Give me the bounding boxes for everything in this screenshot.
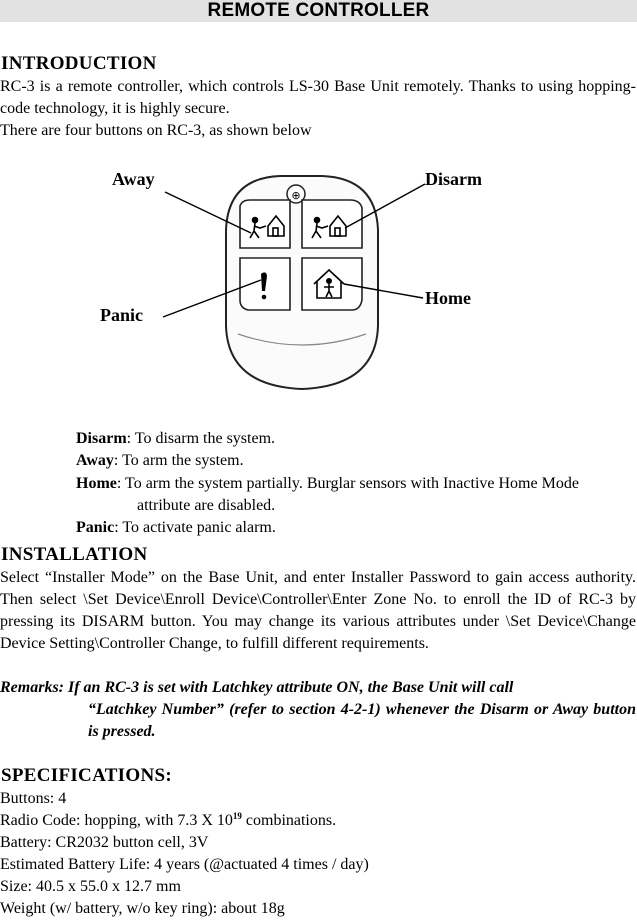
specifications-heading: SPECIFICATIONS: (1, 765, 172, 786)
specifications-list (0, 788, 369, 920)
definition-disarm: Disarm: To disarm the system. (76, 430, 276, 447)
remote-controller-figure (0, 160, 637, 405)
spec-buttons: Buttons: 4 (0, 790, 67, 807)
introduction-paragraph: RC-3 is a remote controller, which controls LS-30 Base Unit remotely. Thanks to using hopping-code technology, it is highly secure. (0, 78, 636, 117)
spec-battery: Battery: CR2032 button cell, 3V (0, 834, 209, 851)
page-title: REMOTE CONTROLLER (0, 0, 637, 22)
home-button (302, 258, 362, 310)
introduction-buttons-note: There are four buttons on RC-3, as shown below (0, 122, 312, 139)
svg-text:⊕: ⊕ (291, 189, 301, 202)
definition-panic: Panic: To activate panic alarm. (76, 519, 276, 537)
disarm-label: Disarm (425, 169, 482, 189)
home-label: Home (425, 288, 471, 308)
installation-heading: INSTALLATION (1, 544, 148, 565)
away-label: Away (112, 169, 155, 189)
installation-remarks (0, 677, 636, 743)
introduction-heading: INTRODUCTION (1, 53, 157, 74)
installation-paragraph: Select “Installer Mode” on the Base Unit, and enter Installer Password to gain access authority. Then select \Set Device\Enroll Device\Controller\Enter Zone No. to enroll the ID of RC-3 by pressing its DISARM button. You may change its various attributes under \Set Device\Change Device Setting\Controller Change, to fulfill different requirements. (0, 569, 636, 652)
spec-radio-code: Radio Code: hopping, with 7.3 X $10^{19}$ combinations. (0, 811, 337, 829)
definition-away: Away: To arm the system. (76, 452, 244, 470)
panic-label: Panic (100, 305, 143, 325)
spec-weight: Weight (w/ battery, w/o key ring): about 18g (0, 900, 285, 917)
button-definitions (76, 428, 621, 539)
definition-home: Home: To arm the system partially. Burglar sensors with Inactive Home Mode attribute are disabled. (76, 474, 579, 514)
remarks-line-1: Remarks: If an RC-3 is set with Latchkey attribute ON, the Base Unit will call (0, 679, 514, 696)
spec-battery-life: Estimated Battery Life: 4 years (@actuated 4 times / day) (0, 856, 369, 873)
remarks-line-2: “Latchkey Number” (refer to section 4-2-1) whenever the Disarm or Away button is pressed. (88, 701, 636, 740)
spec-size: Size: 40.5 x 55.0 x 12.7 mm (0, 878, 181, 895)
